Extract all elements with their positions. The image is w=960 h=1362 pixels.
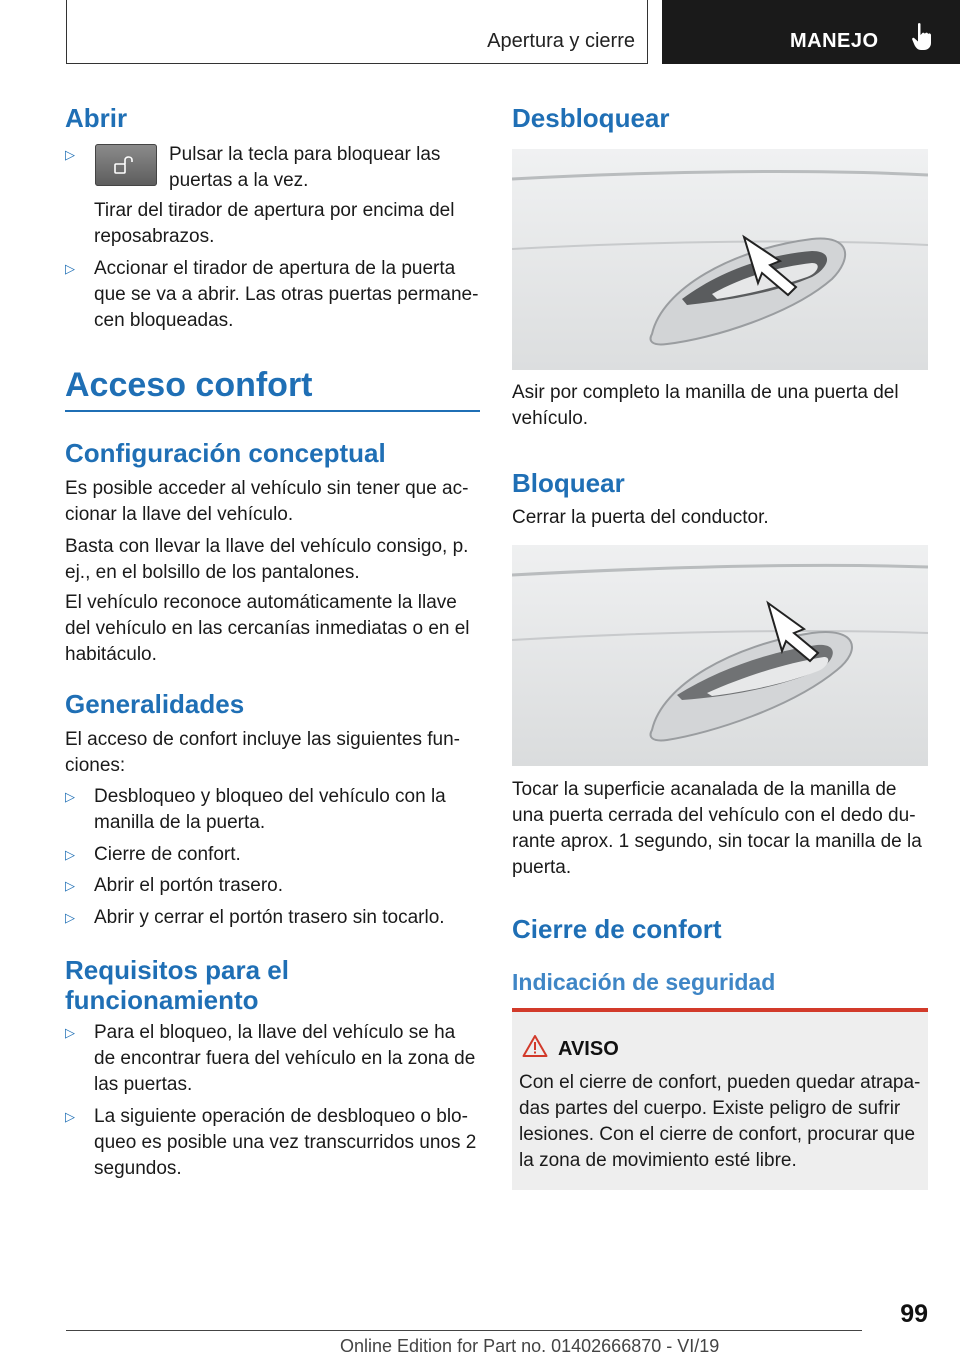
list-item	[65, 873, 480, 899]
door-handle-lock-image	[512, 545, 928, 766]
bloquear-heading: Bloquear	[512, 468, 625, 498]
bullet-triangle-icon: ▷	[65, 1025, 75, 1040]
list-item-text: Abrir y cerrar el portón trasero sin tocarlo.	[94, 907, 445, 928]
abrir-paragraph: Tirar del tirador de apertura por encima del reposabrazos.	[94, 200, 455, 247]
config-paragraph-1: Es posible acceder al vehículo sin tener que accionar la llave del vehículo.	[65, 478, 469, 525]
list-item	[65, 905, 480, 931]
unlock-key-icon	[95, 144, 157, 186]
requisitos-heading-line2: funcionamiento	[65, 985, 259, 1015]
list-item-text: La siguiente operación de desbloqueo o bloqueo es posible una vez transcurridos unos 2 segundos.	[94, 1106, 477, 1179]
configuracion-heading: Configuración conceptual	[65, 438, 386, 468]
list-item	[65, 784, 480, 836]
bloquear-paragraph-1: Cerrar la puerta del conductor.	[512, 507, 769, 528]
bullet-triangle-icon: ▷	[65, 789, 75, 804]
header-chapter-tab	[662, 0, 960, 64]
door-handle-unlock-image	[512, 149, 928, 370]
list-item	[65, 1104, 480, 1182]
page-number: 99	[900, 1300, 928, 1328]
bullet-triangle-icon: ▷	[65, 847, 75, 862]
cierre-confort-heading: Cierre de confort	[512, 914, 722, 944]
abrir-bullet-1	[65, 142, 480, 194]
bullet-triangle-icon: ▷	[65, 910, 75, 925]
acceso-confort-heading: Acceso confort	[65, 366, 313, 404]
list-item-text: Cierre de confort.	[94, 844, 241, 865]
header-section-title: Apertura y cierre	[487, 30, 635, 52]
bullet-triangle-icon: ▷	[65, 1109, 75, 1124]
warning-triangle-icon	[522, 1034, 548, 1058]
config-paragraph-3: El vehículo reconoce automáticamente la llave del vehículo en las cercanías inmediatas o en el habitáculo.	[65, 592, 470, 665]
header-section-box	[66, 0, 648, 64]
abrir-bullet-1-line2: puertas a la vez.	[169, 170, 309, 191]
list-item-text: Para el bloqueo, la llave del vehículo se ha de encontrar fuera del vehículo en la zona de las puertas.	[94, 1022, 476, 1095]
hand-pointer-icon	[911, 22, 933, 52]
generalidades-heading: Generalidades	[65, 689, 245, 719]
warning-box	[512, 1008, 928, 1190]
generalidades-paragraph: El acceso de confort incluye las siguientes funciones:	[65, 729, 460, 776]
warning-title: AVISO	[558, 1038, 619, 1060]
footer-edition: Online Edition for Part no. 01402666870 - VI/19	[340, 1336, 720, 1356]
requisitos-heading-line1: Requisitos para el	[65, 955, 289, 985]
heading-rule	[65, 410, 480, 412]
bullet-triangle-icon: ▷	[65, 878, 75, 893]
header-chapter-title: MANEJO	[790, 30, 879, 52]
bullet-triangle-icon: ▷	[65, 147, 75, 162]
config-paragraph-2: Basta con llevar la llave del vehículo consigo, p. ej., en el bolsillo de los pantalones.	[65, 536, 469, 583]
bloquear-paragraph-2: Tocar la superficie acanalada de la manilla de una puerta cerrada del vehículo con el dedo durante aprox. 1 segundo, sin tocar la manilla de la puerta.	[512, 779, 922, 878]
desbloquear-paragraph: Asir por completo la manilla de una puerta del vehículo.	[512, 382, 899, 429]
indicacion-seguridad-heading: Indicación de seguridad	[512, 969, 776, 995]
abrir-bullet-1-line1: Pulsar la tecla para bloquear las	[169, 144, 441, 165]
footer-rule	[66, 1330, 862, 1331]
list-item	[65, 842, 480, 868]
warning-text: Con el cierre de confort, pueden quedar atrapadas partes del cuerpo. Existe peligro de sufrir lesiones. Con el cierre de confort, procurar que la zona de movimiento esté libre.	[519, 1072, 921, 1171]
list-item-text: Abrir el portón trasero.	[94, 875, 284, 896]
list-item-text: Desbloqueo y bloqueo del vehículo con la manilla de la puerta.	[94, 786, 446, 833]
desbloquear-heading: Desbloquear	[512, 103, 670, 133]
bullet-triangle-icon: ▷	[65, 261, 75, 276]
abrir-bullet-2-text: Accionar el tirador de apertura de la puerta que se va a abrir. Las otras puertas permanecen bloqueadas.	[94, 258, 479, 331]
list-item	[65, 1020, 480, 1098]
abrir-heading: Abrir	[65, 103, 128, 133]
abrir-bullet-2	[65, 256, 480, 334]
